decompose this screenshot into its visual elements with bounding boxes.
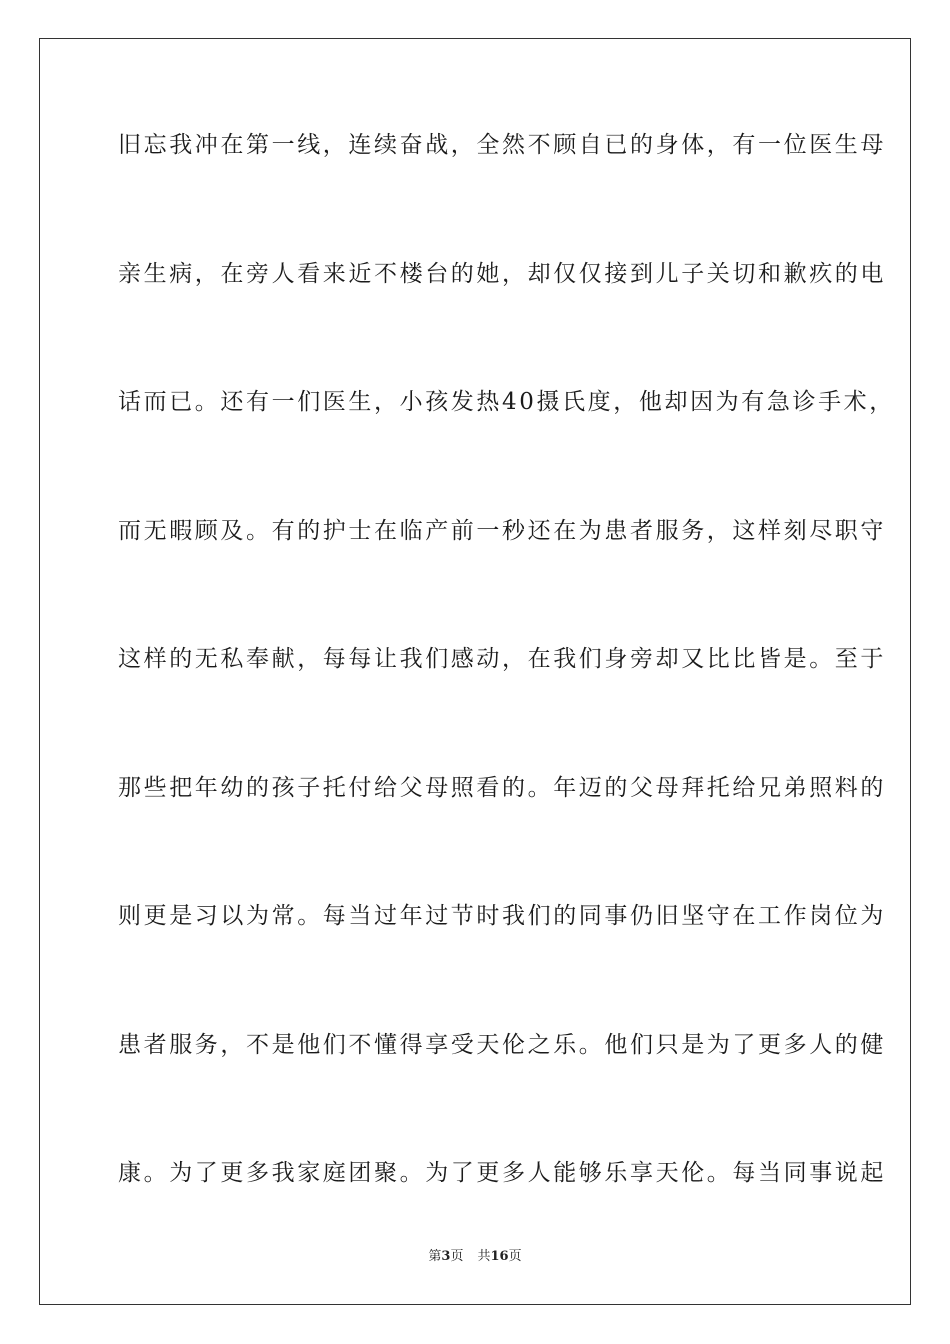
text-line-8: 患者服务，不是他们不懂得享受天伦之乐。他们只是为了更多人的健 [118, 1031, 886, 1058]
text-line-4: 而无暇顾及。有的护士在临产前一秒还在为患者服务，这样刻尽职守 [118, 517, 886, 544]
text-line-7: 则更是习以为常。每当过年过节时我们的同事仍旧坚守在工作岗位为 [118, 903, 886, 929]
text-line-6: 那些把年幼的孩子托付给父母照看的。年迈的父母拜托给兄弟照料的 [118, 774, 886, 801]
page-number-suffix: 页 [450, 1249, 464, 1264]
text-line-5: 这样的无私奉献，每每让我们感动，在我们身旁却又比比皆是。至于 [118, 646, 886, 672]
page-number-prefix: 第 [428, 1249, 442, 1264]
page-footer [0, 1247, 950, 1267]
total-pages-suffix: 页 [508, 1249, 522, 1264]
total-pages-prefix: 共 [477, 1249, 491, 1264]
text-line-9: 康。为了更多我家庭团聚。为了更多人能够乐享天伦。每当同事说起 [118, 1160, 886, 1186]
current-page-number: 3 [441, 1249, 451, 1264]
text-line-1: 旧忘我冲在第一线，连续奋战，全然不顾自已的身体，有一位医生母 [118, 132, 886, 158]
text-line-2: 亲生病，在旁人看来近不楼台的她，却仅仅接到儿子关切和歉疚的电 [118, 260, 886, 287]
body-text [118, 128, 895, 1285]
text-line-3: 话而已。还有一们医生，小孩发热40摄氏度，他却因为有急诊手术， [118, 389, 895, 415]
total-pages-number: 16 [490, 1249, 509, 1264]
